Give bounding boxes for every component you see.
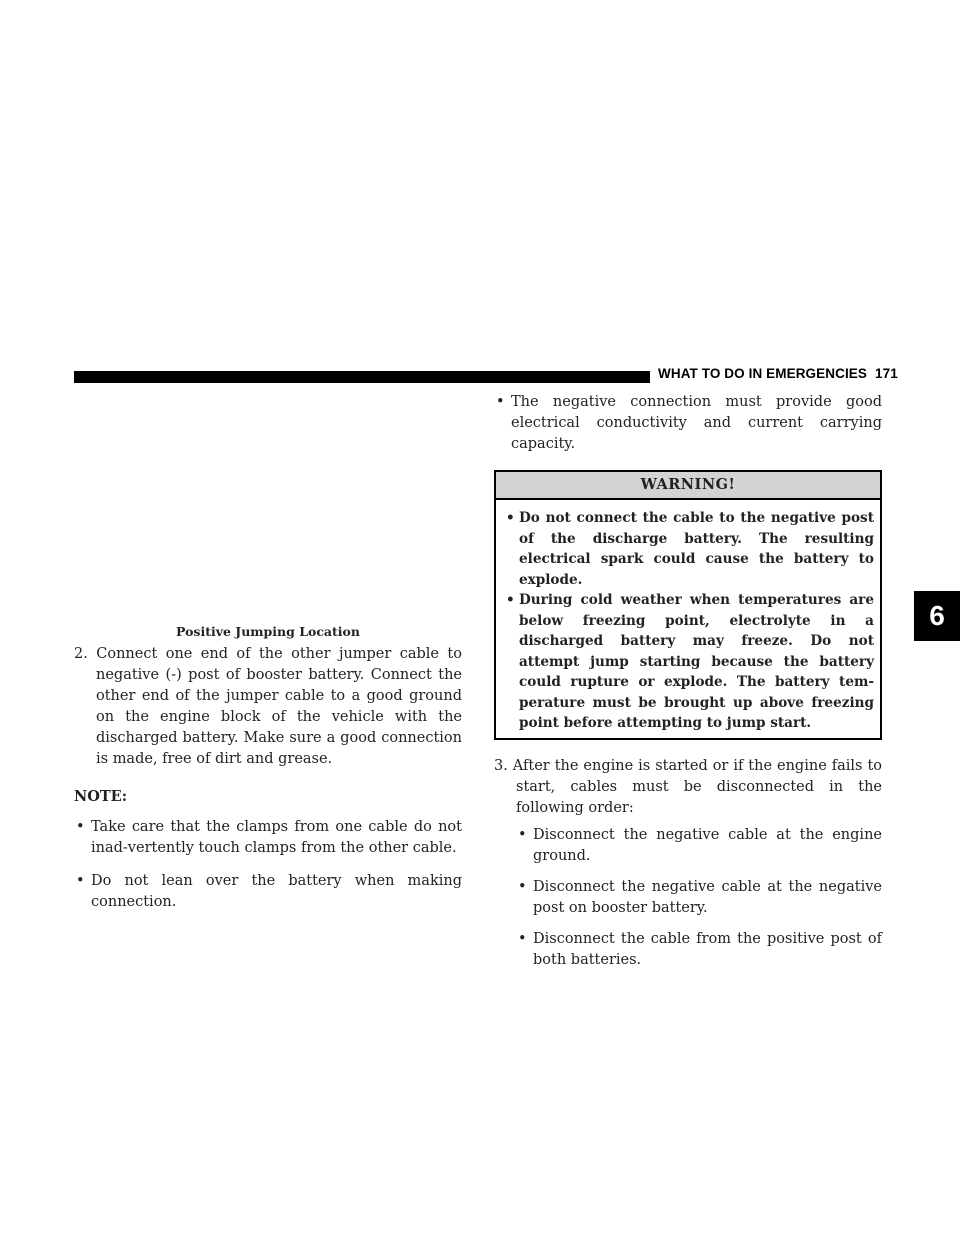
list-item: • Disconnect the cable from the positive post of both batteries. [516, 929, 882, 971]
list-item: • Disconnect the negative cable at the engine ground. [516, 825, 882, 867]
step-2: 2. Connect one end of the other jumper cable to negative (-) post of booster battery. Connect the other end of the jumper cable to a good ground on the engine block of the vehicle with the discharged battery. Make sure a good connection is made, free of dirt and grease. [74, 646, 462, 767]
connection-list [494, 392, 882, 455]
warning-box [494, 470, 882, 740]
page-number: 171 [875, 366, 898, 381]
warning-list [496, 500, 880, 738]
list-item: • Disconnect the negative cable at the negative post on booster battery. [516, 877, 882, 919]
note-list [74, 817, 462, 913]
list-item: • The negative connection must provide good electrical conductivity and current carrying capacity. [494, 392, 882, 455]
note-label: NOTE: [74, 788, 128, 805]
header-rule [74, 371, 650, 383]
step-3: 3. After the engine is started or if the engine fails to start, cables must be disconnected in the following order: [494, 757, 882, 816]
warning-title: WARNING! [496, 472, 880, 500]
figure-caption: Positive Jumping Location [176, 624, 360, 639]
note-item: • Take care that the clamps from one cable do not inad-vertently touch clamps from the other cable. [74, 817, 462, 859]
note-item: • Do not lean over the battery when making connection. [74, 871, 462, 913]
disconnect-list [516, 825, 882, 971]
running-header [658, 366, 898, 381]
right-column [494, 392, 882, 981]
warning-item: • During cold weather when temperatures are below freezing point, electrolyte in a discharged battery may freeze. Do not attempt jump starting because the battery could rupture or explode. The battery tem-perature must be brought up above freezing point before attempting to jump start. [506, 590, 874, 734]
section-title: WHAT TO DO IN EMERGENCIES [658, 366, 868, 381]
left-column [74, 624, 462, 925]
warning-item: • Do not connect the cable to the negative post of the discharge battery. The resulting electrical spark could cause the battery to explode. [506, 508, 874, 590]
chapter-tab: 6 [914, 591, 960, 641]
